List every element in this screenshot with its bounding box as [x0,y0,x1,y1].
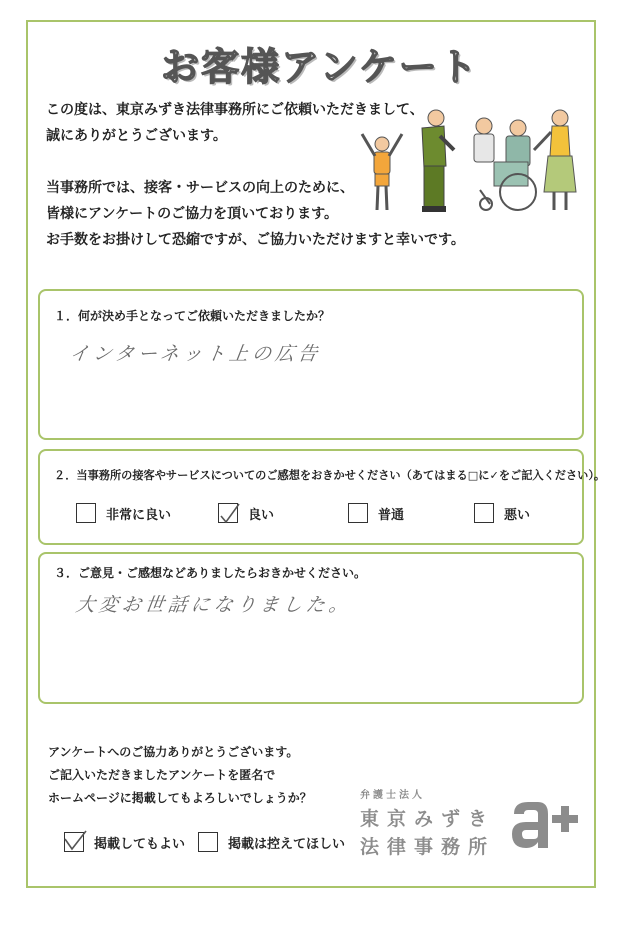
rating-checkbox-very-good[interactable] [76,503,96,523]
publish-option-decline[interactable] [198,832,345,852]
people-illustration [350,106,590,218]
man-bowing-figure [422,110,454,212]
firm-name-line-2: 法律事務所 [360,836,496,858]
question-3-answer[interactable]: 大変お世話になりました。 [74,594,354,616]
question-1-box [38,289,584,440]
wheelchair-group [474,118,536,210]
intro-line-4: 皆様にアンケートのご協力を頂いております。 [46,206,339,222]
rating-label-good: 良い [248,507,275,523]
firm-type: 弁護士法人 [360,790,425,801]
rating-label-very-good: 非常に良い [106,507,172,523]
child-figure [362,134,402,210]
rating-checkbox-average[interactable] [348,503,368,523]
check-mark-icon [63,829,87,855]
firm-logo-icon [508,792,578,852]
woman-figure [534,110,576,210]
question-3-text: ３．ご意見・ご感想などありましたらおきかせください。 [54,566,367,580]
intro-line-1: この度は、東京みずき法律事務所にご依頼いただきまして、 [46,102,424,118]
publish-checkbox-allow[interactable] [64,832,84,852]
question-2-text: ２．当事務所の接客やサービスについてのご感想をおきかせください（あてはまる□に✓をご記入ください）。 [54,469,606,482]
rating-checkbox-bad[interactable] [474,503,494,523]
rating-label-average: 普通 [378,507,405,523]
closing-line-1: アンケートへのご協力ありがとうございます。 [48,745,299,759]
rating-option-bad[interactable] [474,503,530,523]
rating-label-bad: 悪い [504,507,531,523]
closing-message [48,741,312,810]
closing-line-3: ホームページに掲載してもよろしいでしょうか？ [48,791,312,805]
rating-checkbox-good[interactable] [218,503,238,523]
check-mark-icon [217,500,241,526]
firm-name-line-1: 東京みずき [360,808,496,830]
page-title: お客様アンケート [161,45,479,89]
question-2-box [38,449,606,545]
intro-line-2: 誠にありがとうございます。 [46,128,227,144]
intro-line-3: 当事務所では、接客・サービスの向上のために、 [46,180,354,196]
firm-name-block [360,786,495,861]
question-1-answer[interactable]: インターネット上の広告 [68,343,323,365]
question-1-text: １．何が決め手となってご依頼いただきましたか？ [54,309,331,323]
publish-label-allow: 掲載してもよい [94,836,186,852]
rating-option-good[interactable] [218,503,274,523]
closing-line-2: ご記入いただきましたアンケートを匿名で [48,768,276,782]
intro-line-5: お手数をお掛けして恐縮ですが、ご協力いただけますと幸いです。 [46,232,465,248]
rating-option-average[interactable] [348,503,404,523]
publish-option-allow[interactable] [64,832,185,852]
rating-option-very-good[interactable] [76,503,171,523]
publish-label-decline: 掲載は控えてほしい [228,836,346,852]
question-3-box [38,552,584,704]
publish-checkbox-decline[interactable] [198,832,218,852]
